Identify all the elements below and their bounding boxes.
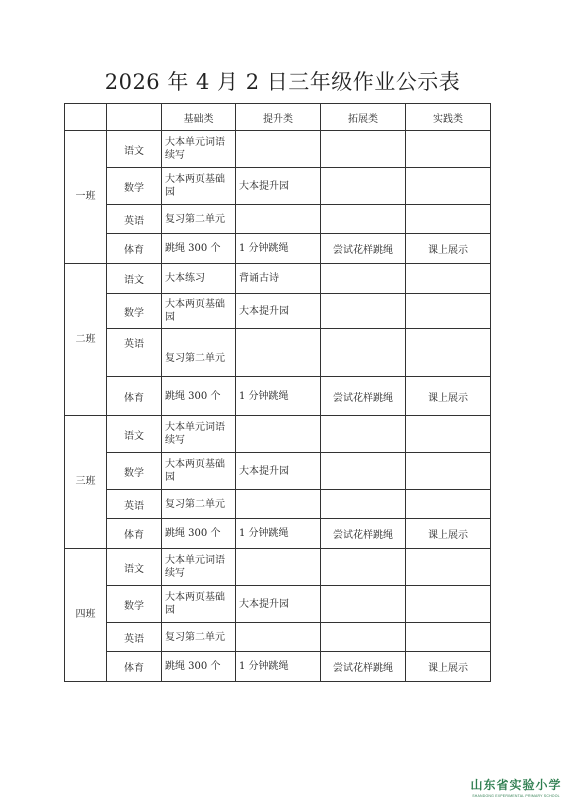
table-row bbox=[65, 377, 491, 416]
table-row bbox=[65, 519, 491, 549]
homework-table bbox=[64, 103, 491, 682]
extended-cell bbox=[321, 549, 406, 586]
extended-cell bbox=[321, 205, 406, 234]
advanced-cell: 1 分钟跳绳 bbox=[236, 652, 321, 682]
basic-cell: 大本两页基础园 bbox=[162, 453, 236, 490]
practice-cell: 课上展示 bbox=[406, 519, 491, 549]
practice-cell bbox=[406, 623, 491, 652]
extended-cell bbox=[321, 131, 406, 168]
practice-cell bbox=[406, 205, 491, 234]
extended-cell bbox=[321, 490, 406, 519]
extended-cell bbox=[321, 623, 406, 652]
subject-cell: 英语 bbox=[107, 490, 162, 519]
subject-cell: 数学 bbox=[107, 453, 162, 490]
practice-cell bbox=[406, 294, 491, 329]
advanced-cell: 1 分钟跳绳 bbox=[236, 234, 321, 264]
class-name-cell: 四班 bbox=[65, 549, 107, 682]
extended-cell bbox=[321, 586, 406, 623]
table-header-row bbox=[65, 104, 491, 131]
basic-cell: 大本练习 bbox=[162, 264, 236, 294]
table-row bbox=[65, 623, 491, 652]
basic-cell: 复习第二单元 bbox=[162, 490, 236, 519]
table-row bbox=[65, 549, 491, 586]
table-row bbox=[65, 329, 491, 377]
basic-cell: 大本两页基础园 bbox=[162, 168, 236, 205]
basic-cell: 大本单元词语续写 bbox=[162, 131, 236, 168]
extended-cell bbox=[321, 294, 406, 329]
basic-cell: 跳绳 300 个 bbox=[162, 519, 236, 549]
extended-cell bbox=[321, 329, 406, 377]
header-basic: 基础类 bbox=[162, 104, 236, 131]
class-name-cell: 三班 bbox=[65, 416, 107, 549]
extended-cell: 尝试花样跳绳 bbox=[321, 519, 406, 549]
subject-cell: 语文 bbox=[107, 264, 162, 294]
advanced-cell bbox=[236, 416, 321, 453]
table-row bbox=[65, 234, 491, 264]
practice-cell: 课上展示 bbox=[406, 377, 491, 416]
extended-cell: 尝试花样跳绳 bbox=[321, 377, 406, 416]
advanced-cell bbox=[236, 131, 321, 168]
advanced-cell bbox=[236, 329, 321, 377]
table-row bbox=[65, 652, 491, 682]
advanced-cell: 大本提升园 bbox=[236, 453, 321, 490]
extended-cell: 尝试花样跳绳 bbox=[321, 652, 406, 682]
table-row bbox=[65, 294, 491, 329]
subject-cell: 体育 bbox=[107, 377, 162, 416]
extended-cell bbox=[321, 264, 406, 294]
practice-cell bbox=[406, 329, 491, 377]
table-row bbox=[65, 586, 491, 623]
advanced-cell: 大本提升园 bbox=[236, 294, 321, 329]
subject-cell: 数学 bbox=[107, 168, 162, 205]
table-row bbox=[65, 131, 491, 168]
practice-cell bbox=[406, 416, 491, 453]
subject-cell: 体育 bbox=[107, 652, 162, 682]
extended-cell: 尝试花样跳绳 bbox=[321, 234, 406, 264]
table-body bbox=[65, 131, 491, 682]
subject-cell: 数学 bbox=[107, 586, 162, 623]
logo-chinese-name: 山东省实验小学 bbox=[470, 778, 562, 792]
page-title: 2026 年 4 月 2 日三年级作业公示表 bbox=[104, 70, 461, 94]
table-row bbox=[65, 264, 491, 294]
advanced-cell bbox=[236, 623, 321, 652]
basic-cell: 大本单元词语续写 bbox=[162, 549, 236, 586]
basic-cell: 跳绳 300 个 bbox=[162, 234, 236, 264]
advanced-cell: 大本提升园 bbox=[236, 586, 321, 623]
basic-cell: 复习第二单元 bbox=[162, 329, 236, 377]
practice-cell: 课上展示 bbox=[406, 652, 491, 682]
advanced-cell: 大本提升园 bbox=[236, 168, 321, 205]
school-logo bbox=[470, 776, 562, 798]
practice-cell bbox=[406, 264, 491, 294]
advanced-cell: 1 分钟跳绳 bbox=[236, 377, 321, 416]
practice-cell bbox=[406, 586, 491, 623]
practice-cell bbox=[406, 490, 491, 519]
subject-cell: 英语 bbox=[107, 329, 162, 377]
practice-cell: 课上展示 bbox=[406, 234, 491, 264]
basic-cell: 复习第二单元 bbox=[162, 205, 236, 234]
basic-cell: 跳绳 300 个 bbox=[162, 652, 236, 682]
basic-cell: 复习第二单元 bbox=[162, 623, 236, 652]
advanced-cell: 背诵古诗 bbox=[236, 264, 321, 294]
class-name-cell: 一班 bbox=[65, 131, 107, 264]
extended-cell bbox=[321, 168, 406, 205]
subject-cell: 数学 bbox=[107, 294, 162, 329]
table-row bbox=[65, 416, 491, 453]
header-practice: 实践类 bbox=[406, 104, 491, 131]
practice-cell bbox=[406, 549, 491, 586]
subject-cell: 体育 bbox=[107, 234, 162, 264]
advanced-cell bbox=[236, 205, 321, 234]
subject-cell: 语文 bbox=[107, 549, 162, 586]
basic-cell: 大本两页基础园 bbox=[162, 294, 236, 329]
table-row bbox=[65, 490, 491, 519]
practice-cell bbox=[406, 168, 491, 205]
subject-cell: 英语 bbox=[107, 205, 162, 234]
header-extended: 拓展类 bbox=[321, 104, 406, 131]
extended-cell bbox=[321, 453, 406, 490]
subject-cell: 语文 bbox=[107, 131, 162, 168]
table-row bbox=[65, 168, 491, 205]
practice-cell bbox=[406, 453, 491, 490]
class-name-cell: 二班 bbox=[65, 264, 107, 416]
header-blank bbox=[107, 104, 162, 131]
logo-english-name: SHANDONG EXPERIMENTAL PRIMARY SCHOOL bbox=[472, 794, 560, 798]
basic-cell: 跳绳 300 个 bbox=[162, 377, 236, 416]
subject-cell: 体育 bbox=[107, 519, 162, 549]
table-row bbox=[65, 205, 491, 234]
basic-cell: 大本两页基础园 bbox=[162, 586, 236, 623]
header-advanced: 提升类 bbox=[236, 104, 321, 131]
advanced-cell bbox=[236, 490, 321, 519]
subject-cell: 英语 bbox=[107, 623, 162, 652]
basic-cell: 大本单元词语续写 bbox=[162, 416, 236, 453]
advanced-cell: 1 分钟跳绳 bbox=[236, 519, 321, 549]
advanced-cell bbox=[236, 549, 321, 586]
extended-cell bbox=[321, 416, 406, 453]
practice-cell bbox=[406, 131, 491, 168]
subject-cell: 语文 bbox=[107, 416, 162, 453]
table-row bbox=[65, 453, 491, 490]
header-corner bbox=[65, 104, 107, 131]
